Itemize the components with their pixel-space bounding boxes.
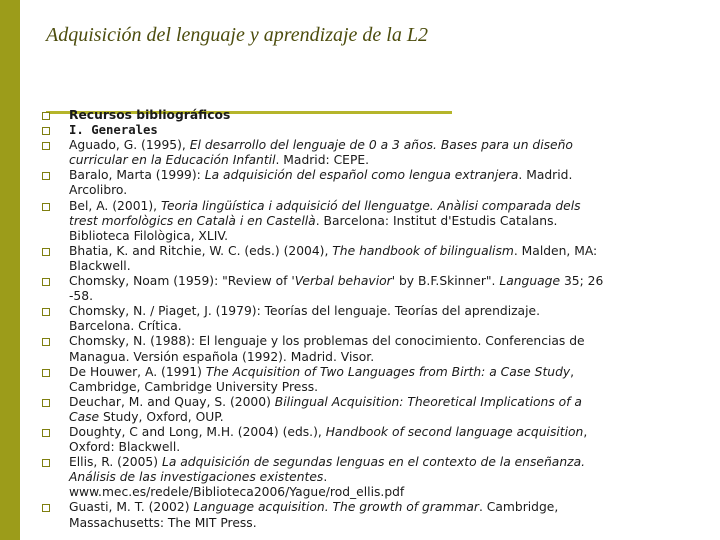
- item-text: Chomsky, N. / Piaget, J. (1979): Teorías del lenguaje. Teorías del aprendizaje. Barcelona. Crítica.: [69, 304, 540, 334]
- item-text: Bilingual Acquisition: Theoretical Implications of a Case: [69, 394, 582, 424]
- list-item: [40, 334, 700, 364]
- item-text: . Cambridge, Massachusetts: The MIT Press.: [69, 500, 559, 530]
- square-bullet-icon: [42, 127, 50, 135]
- list-item: [40, 199, 700, 244]
- item-text: Study, Oxford, OUP.: [99, 409, 224, 424]
- item-text: ' by B.F.Skinner".: [391, 274, 500, 289]
- list-item: [40, 108, 700, 123]
- square-bullet-icon: [42, 278, 50, 286]
- square-bullet-icon: [42, 308, 50, 316]
- item-text: , Cambridge, Cambridge University Press.: [69, 364, 575, 394]
- item-text: De Houwer, A. (1991): [69, 364, 206, 379]
- item-text: Bel, A. (2001),: [69, 198, 161, 213]
- item-text: Handbook of second language acquisition: [325, 424, 584, 439]
- list-item: [40, 123, 700, 138]
- item-text: Teoria lingüística i adquisició del llenguatge. Anàlisi comparada dels trest morfològics en Català i en Castellà: [69, 198, 581, 228]
- square-bullet-icon: [42, 142, 50, 150]
- item-text: . www.mec.es/redele/Biblioteca2006/Yague/rod_ellis.pdf: [69, 470, 405, 500]
- item-text: La adquisición de segundas lenguas en el contexto de la enseñanza. Análisis de las investigaciones existentes: [69, 455, 586, 485]
- item-text: . Malden, MA: Blackwell.: [69, 243, 598, 273]
- item-text: The handbook of bilingualism: [332, 243, 514, 258]
- item-text: I. Generales: [69, 123, 158, 138]
- square-bullet-icon: [42, 203, 50, 211]
- item-text: Ellis, R. (2005): [69, 455, 162, 470]
- item-text: Baralo, Marta (1999):: [69, 168, 205, 183]
- item-text: Language: [499, 274, 561, 289]
- slide-title: Adquisición del lenguaje y aprendizaje de la L2: [46, 24, 428, 46]
- square-bullet-icon: [42, 459, 50, 467]
- list-item: [40, 500, 700, 530]
- list-item: [40, 425, 700, 455]
- item-text: Chomsky, Noam (1959): "Review of ': [69, 274, 295, 289]
- item-text: Deuchar, M. and Quay, S. (2000): [69, 394, 275, 409]
- item-text: Bhatia, K. and Ritchie, W. C. (eds.) (2004),: [69, 243, 333, 258]
- square-bullet-icon: [42, 172, 50, 180]
- item-text: Language acquisition. The growth of grammar: [193, 500, 479, 515]
- item-text: . Barcelona: Institut d'Estudis Catalans. Biblioteca Filològica, XLIV.: [69, 213, 558, 243]
- item-text: Verbal behavior: [294, 274, 392, 289]
- square-bullet-icon: [42, 399, 50, 407]
- list-item: [40, 274, 700, 304]
- list-item: [40, 138, 700, 168]
- item-text: 35; 26 -58.: [69, 274, 604, 304]
- item-text: Doughty, C and Long, M.H. (2004) (eds.),: [69, 424, 326, 439]
- square-bullet-icon: [42, 429, 50, 437]
- list-item: [40, 395, 700, 425]
- item-text: The Acquisition of Two Languages from Birth: a Case Study: [205, 364, 571, 379]
- list-item: [40, 168, 700, 198]
- item-text: . Madrid: CEPE.: [275, 153, 370, 168]
- square-bullet-icon: [42, 369, 50, 377]
- list-item: [40, 304, 700, 334]
- list-item: [40, 244, 700, 274]
- square-bullet-icon: [42, 504, 50, 512]
- bibliography-list: [40, 108, 700, 531]
- accent-sidebar: [0, 0, 20, 540]
- item-text: Guasti, M. T. (2002): [69, 500, 194, 515]
- item-text: El desarrollo del lenguaje de 0 a 3 años. Bases para un diseño curricular en la Educación Infantil: [69, 138, 573, 168]
- square-bullet-icon: [42, 112, 50, 120]
- item-text: Recursos bibliográficos: [69, 108, 231, 122]
- item-text: Chomsky, N. (1988): El lenguaje y los problemas del conocimiento. Conferencias de Managua. Versión española (1992). Madrid. Visor.: [69, 334, 585, 364]
- item-text: . Madrid. Arcolibro.: [69, 168, 573, 198]
- item-text: Aguado, G. (1995),: [69, 138, 190, 153]
- square-bullet-icon: [42, 248, 50, 256]
- item-text: , Oxford: Blackwell.: [69, 424, 588, 455]
- list-item: [40, 365, 700, 395]
- item-text: La adquisición del español como lengua extranjera: [204, 168, 519, 183]
- list-item: [40, 455, 700, 500]
- square-bullet-icon: [42, 338, 50, 346]
